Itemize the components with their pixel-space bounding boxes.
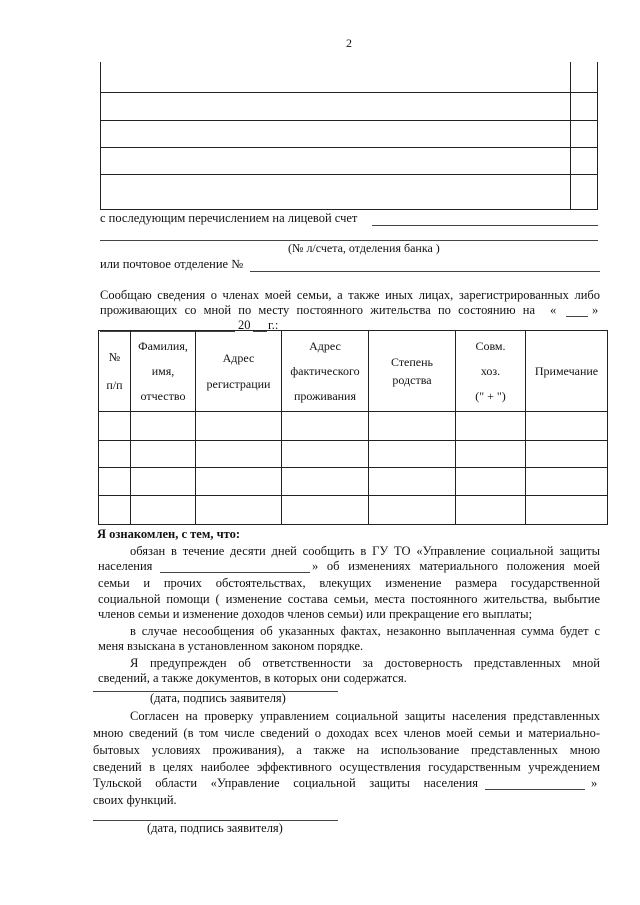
header-registration-line1: Адрес (222, 351, 255, 365)
family-table-row-line (98, 524, 607, 525)
header-full-name-line2: имя, (151, 363, 175, 378)
top-table-border (100, 62, 101, 210)
header-number-line1: № (108, 350, 121, 364)
family-intro-line2: проживающих со мной по месту постоянного жительства по состоянию на (100, 303, 535, 317)
header-number (99, 331, 130, 411)
ack-p1-line3: семьи и прочих обстоятельствах, влекущих изменение размера государственной (98, 576, 600, 590)
header-full-name (131, 331, 195, 411)
account-label: с последующим перечислением на лицевой счет (100, 211, 358, 225)
ack-p1-line2a: населения (98, 559, 153, 573)
consent-line5b: » (591, 776, 598, 790)
consent-line5a: Тульской области «Управление социальной защиты населения (93, 776, 478, 790)
ack-p3-line1: Я предупрежден об ответственности за достоверность представленных мной (130, 656, 600, 670)
year-prefix: 20 (238, 318, 251, 332)
page-number: 2 (346, 36, 352, 50)
header-actual-line2: фактического (290, 363, 360, 378)
ack-p1-line1: обязан в течение десяти дней сообщить в ГУ ТО «Управление социальной защиты (130, 544, 600, 558)
family-intro-line1: Сообщаю сведения о членах моей семьи, а также иных лицах, зарегистрированных либо (100, 288, 600, 302)
header-joint-line3: (" + ") (475, 388, 506, 403)
ack-p1-line5: членов семьи и изменение доходов членов семьи) или прекращение его выплаты; (98, 607, 533, 621)
header-registration-line2: регистрации (206, 377, 271, 391)
header-joint-line2: хоз. (480, 363, 501, 378)
top-table-border (597, 62, 598, 210)
year-suffix: г.: (268, 318, 279, 332)
top-table-row-line (100, 174, 597, 175)
family-table-row-line (98, 411, 607, 412)
top-table-row-line (100, 120, 597, 121)
top-table-row-line (100, 92, 597, 93)
signature-caption-2: (дата, подпись заявителя) (147, 821, 283, 835)
quote-open: « (550, 303, 557, 317)
ack-p2-line2: меня взыскана в установленном законом порядке. (98, 639, 364, 653)
header-full-name-line3: отчество (140, 388, 186, 403)
header-kinship (369, 331, 455, 411)
quote-close: » (592, 303, 599, 317)
consent-agency-field[interactable] (485, 789, 585, 790)
account-caption: (№ л/счета, отделения банка ) (288, 241, 440, 255)
header-joint-household (456, 331, 525, 411)
family-table-row-line (98, 495, 607, 496)
header-actual-address (282, 331, 368, 411)
header-note (526, 331, 607, 411)
account-number-field[interactable] (372, 225, 598, 226)
ack-p2-line1: в случае несообщения об указанных фактах, незаконно выплаченная сумма будет с (130, 624, 600, 638)
day-field[interactable] (566, 316, 588, 317)
post-office-field[interactable] (250, 271, 600, 272)
header-joint-line1: Совм. (475, 338, 506, 353)
consent-line2: мною сведений (в том числе сведений о доходах всех членов моей семьи и материально- (93, 726, 600, 740)
header-kinship-line1: Степень (390, 355, 434, 369)
family-table-row-line (98, 467, 607, 468)
top-table-row-line (100, 147, 597, 148)
ack-p1-line4: социальной помощи ( изменение состава семьи, места постоянного жительства, выбытие (98, 592, 600, 606)
consent-line3: бытовых условиях проживания), а также на использование представленных мною (93, 743, 600, 757)
signature-caption-1: (дата, подпись заявителя) (150, 691, 286, 705)
family-table-row-line (98, 440, 607, 441)
header-full-name-line1: Фамилия, (138, 338, 188, 353)
top-table-row-line (100, 209, 597, 210)
consent-line4: сведений в целях наиболее эффективного осуществления государственным учреждением (93, 760, 600, 774)
header-actual-line1: Адрес (309, 338, 341, 353)
header-number-line2: п/п (106, 378, 123, 392)
header-note-line1: Примечание (534, 364, 599, 378)
consent-line1: Согласен на проверку управлением социальной защиты населения представленных (130, 709, 600, 723)
family-table-border (607, 330, 608, 525)
ack-p1-line2b: » об изменениях материального положения моей (312, 559, 600, 573)
header-registration-address (196, 331, 281, 411)
post-office-label: или почтовое отделение № (100, 257, 244, 271)
header-kinship-line2: родства (392, 373, 432, 387)
header-actual-line3: проживания (293, 388, 357, 403)
consent-line6: своих функций. (93, 793, 177, 807)
agency-name-field[interactable] (160, 572, 310, 573)
ack-p3-line2: сведений, а также документов, в которых они содержатся. (98, 671, 407, 685)
top-table-border (570, 62, 571, 210)
ack-heading: Я ознакомлен, с тем, что: (97, 527, 241, 541)
